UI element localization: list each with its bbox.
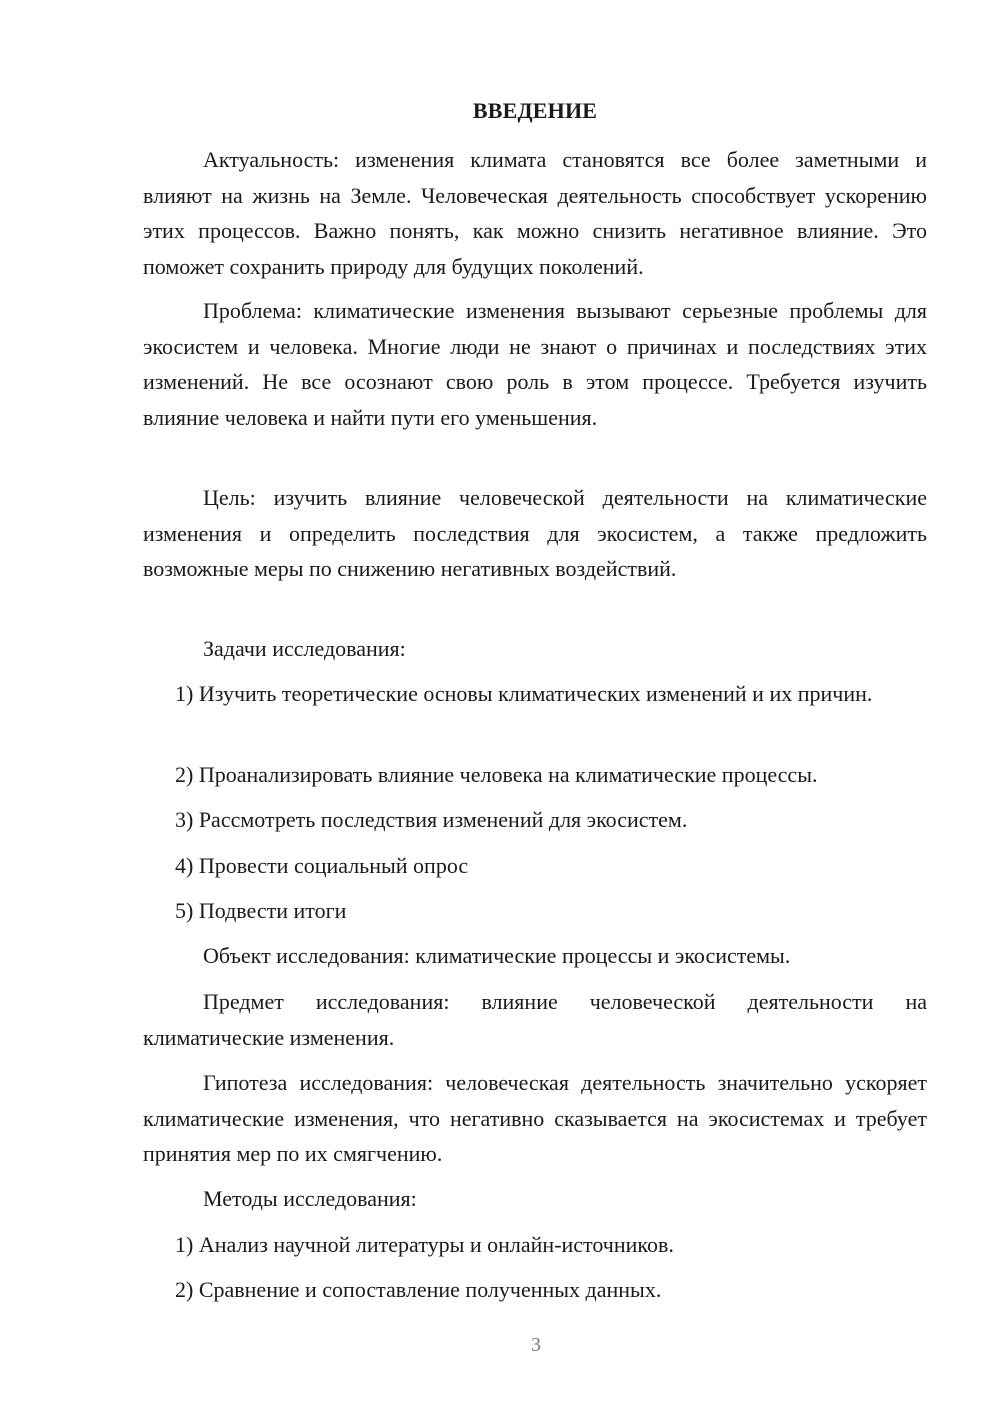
task-item-1: 1) Изучить теоретические основы климатических изменений и их причин. [175, 681, 873, 706]
method-item-1: 1) Анализ научной литературы и онлайн-источников. [175, 1232, 674, 1257]
object-paragraph: Объект исследования: климатические процессы и экосистемы. [203, 943, 791, 968]
problem-paragraph: Проблема: климатические изменения вызывают серьезные проблемы для экосистем и человека. Многие люди не знают о причинах и последствиях этих изменений. Не все осознают свою роль в этом процессе. Требуется изучить влияние человека и найти пути его уменьшения. [143, 298, 927, 430]
hypothesis-paragraph: Гипотеза исследования: человеческая деятельность значительно ускоряет климатические изменения, что негативно сказывается на экосистемах и требует принятия мер по их смягчению. [143, 1070, 927, 1166]
task-item-3: 3) Рассмотреть последствия изменений для экосистем. [175, 807, 688, 832]
method-item-2: 2) Сравнение и сопоставление полученных данных. [175, 1277, 662, 1302]
task-item-4: 4) Провести социальный опрос [175, 853, 469, 878]
task-item-5: 5) Подвести итоги [175, 898, 347, 923]
page-title: ВВЕДЕНИЕ [472, 98, 598, 123]
subject-paragraph: Предмет исследования: влияние человеческой деятельности на климатические изменения. [143, 989, 927, 1050]
task-item-2: 2) Проанализировать влияние человека на климатические процессы. [175, 762, 818, 787]
relevance-paragraph: Актуальность: изменения климата становятся все более заметными и влияют на жизнь на Земле. Человеческая деятельность способствует ускорению этих процессов. Важно понять, как можно снизить негативное влияние. Это поможет сохранить природу для будущих поколений. [143, 147, 927, 279]
tasks-heading: Задачи исследования: [203, 636, 406, 661]
goal-paragraph: Цель: изучить влияние человеческой деятельности на климатические изменения и определить последствия для экосистем, а также предложить возможные меры по снижению негативных воздействий. [143, 485, 927, 581]
page-number: 3 [531, 1334, 541, 1356]
methods-heading: Методы исследования: [203, 1186, 417, 1211]
